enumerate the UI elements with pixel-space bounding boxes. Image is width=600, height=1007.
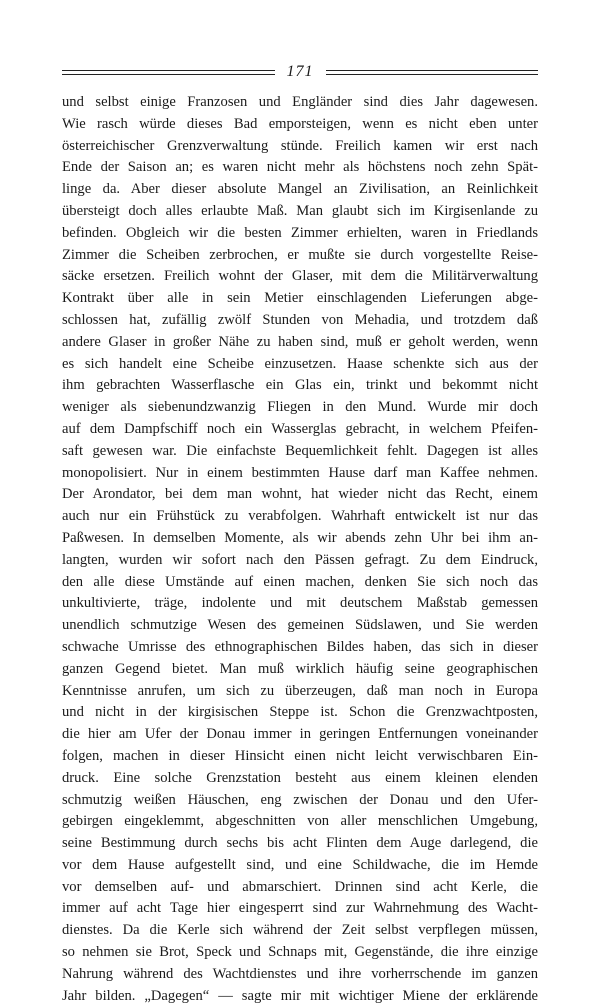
text-line: unendlich schmutzige Wesen des gemeinen Südslawen, und Sie werden [62,617,538,634]
text-line: ihm gebrachten Wasserflasche ein Glas ein, trinkt und bekommt nicht [62,377,538,394]
text-line: schwache Umrisse des ethnographischen Bildes haben, das sich in dieser [62,638,538,655]
header-rule-right [326,70,539,75]
text-line: Der Arondator, bei dem man wohnt, hat wieder nicht das Recht, einem [62,486,538,503]
text-line: unkultivierte, träge, indolente und mit deutschem Maßstab gemessen [62,595,538,612]
text-line: Nahrung während des Wachtdienstes und ihre vorherrschende im ganzen [62,965,538,982]
text-line: und selbst einige Franzosen und Engländer sind dies Jahr dagewesen. [62,94,538,110]
text-line: die hier am Ufer der Donau immer in geringen Entfernungen voneinander [62,726,538,743]
text-line: weniger als siebenundzwanzig Fliegen in den Mund. Wurde mir doch [62,399,538,416]
text-line: andere Glaser in großer Nähe zu haben sind, muß er geholt werden, wenn [62,333,538,350]
text-line: vor dem Hause aufgestellt sind, und eine Schildwache, die im Hemde [62,856,538,873]
text-line: Zimmer die Scheiben zerbrochen, er mußte sie durch vorgestellte Reise- [62,246,538,263]
text-line: Ende der Saison an; es waren nicht mehr als höchstens noch zehn Spät- [62,159,538,176]
text-line: Kenntnisse anrufen, um sich zu überzeugen, daß man noch in Europa [62,682,538,699]
text-line: es sich handelt eine Scheibe einzusetzen. Haase schenkte sich aus der [62,355,538,372]
text-line: übersteigt doch alles erlaubte Maß. Man glaubt sich im Kirgisenlande zu [62,202,538,219]
body-text [62,92,538,1007]
text-line: linge da. Aber dieser absolute Mangel an Zivilisation, an Reinlichkeit [62,181,538,198]
page-header [62,62,538,82]
page-number: 171 [286,63,314,80]
text-line: auf dem Dampfschiff noch ein Wasserglas gebracht, in welchem Pfeifen- [62,420,538,437]
text-line: so nehmen sie Brot, Speck und Schnaps mit, Gegenstände, die ihre einzige [62,944,538,961]
text-line: Jahr bilden. „Dagegen“ — sagte mir mit wichtiger Miene der erklärende [62,987,538,1004]
text-line: Paßwesen. In demselben Momente, als wir abends zehn Uhr bei ihm an- [62,529,538,546]
text-line: auch nur ein Frühstück zu verabfolgen. Wahrhaft entwickelt ist nur das [62,508,538,525]
text-line: Wie rasch würde dieses Bad emporsteigen, wenn es nicht eben unter [62,115,538,132]
text-line: vor demselben auf- und abmarschiert. Drinnen sind acht Kerle, die [62,878,538,895]
text-line: schlossen hat, zufällig zwölf Stunden von Mehadia, und trotzdem daß [62,311,538,328]
text-line: befinden. Obgleich wir die besten Zimmer erhielten, waren in Friedlands [62,224,538,241]
text-line: seine Bestimmung durch sechs bis acht Flinten dem Auge darlegend, die [62,835,538,852]
text-line: schmutzig weißen Häuschen, eng zwischen der Donau und den Ufer- [62,791,538,808]
text-line: folgen, machen in dieser Hinsicht einen nicht leicht verwischbaren Ein- [62,747,538,764]
text-line: und nicht in der kirgisischen Steppe ist. Schon die Grenzwachtposten, [62,704,538,721]
text-line: immer auf acht Tage hier eingesperrt sind zur Wahrnehmung des Wacht- [62,900,538,917]
text-line: monopolisiert. Nur in einem bestimmten Hause darf man Kaffee nehmen. [62,464,538,481]
text-line: österreichischer Grenzverwaltung stünde. Freilich kamen wir erst nach [62,137,538,154]
text-line: ganzen Gegend bietet. Man muß wirklich häufig seine geographischen [62,660,538,677]
header-rule-left [62,70,275,75]
text-line: druck. Eine solche Grenzstation besteht aus einem kleinen elenden [62,769,538,786]
text-line: gebirgen eingeklemmt, abgeschnitten von aller menschlichen Umgebung, [62,813,538,830]
text-line: Kontrakt über alle in sein Metier einschlagenden Lieferungen abge- [62,290,538,307]
text-line: säcke ersetzen. Freilich wohnt der Glaser, mit dem die Militärverwaltung [62,268,538,285]
text-line: saft gewesen war. Die einfachste Bequemlichkeit fehlt. Dagegen ist alles [62,442,538,459]
text-line: langten, wurden wir sofort nach den Pässen gefragt. Zu dem Eindruck, [62,551,538,568]
text-line: den alle diese Umstände auf einen machen, denken Sie sich noch das [62,573,538,590]
text-line: dienstes. Da die Kerle sich während der Zeit selbst verpflegen müssen, [62,922,538,939]
